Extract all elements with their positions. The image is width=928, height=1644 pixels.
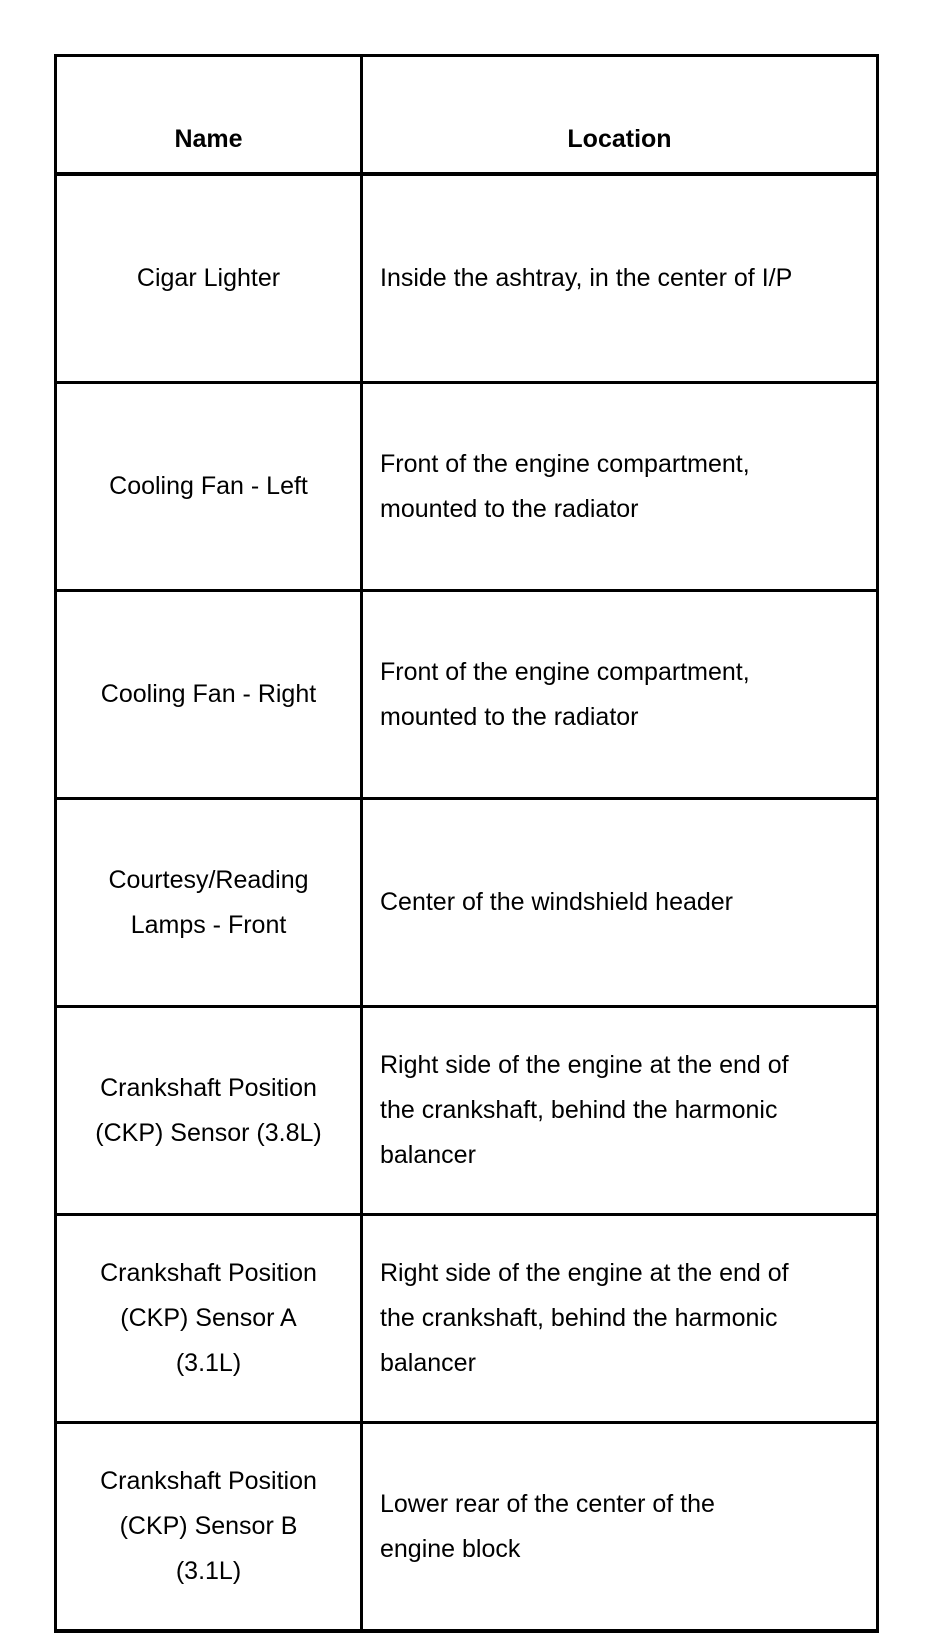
table-row xyxy=(56,383,878,591)
component-name: Crankshaft Position (CKP) Sensor B (3.1L) xyxy=(100,1467,317,1585)
table-row xyxy=(56,799,878,1007)
location-column-header: Location xyxy=(362,56,878,175)
component-location: Lower rear of the center of the engine block xyxy=(380,1489,715,1563)
component-location-cell xyxy=(362,1215,878,1423)
table-row xyxy=(56,591,878,799)
component-name: Crankshaft Position (CKP) Sensor A (3.1L) xyxy=(100,1259,317,1377)
component-name-cell xyxy=(56,799,362,1007)
component-name-cell xyxy=(56,1007,362,1215)
component-location: Inside the ashtray, in the center of I/P xyxy=(380,264,793,292)
component-name: Cooling Fan - Left xyxy=(109,472,308,500)
component-location-cell xyxy=(362,799,878,1007)
component-name-cell xyxy=(56,174,362,383)
component-name: Courtesy/Reading Lamps - Front xyxy=(108,865,309,939)
component-location: Front of the engine compartment, mounted to the radiator xyxy=(380,449,750,523)
component-name-cell xyxy=(56,591,362,799)
component-name-cell xyxy=(56,383,362,591)
component-name-cell xyxy=(56,1215,362,1423)
component-name: Cooling Fan - Right xyxy=(100,680,317,708)
component-location: Front of the engine compartment, mounted to the radiator xyxy=(380,657,750,731)
component-name: Crankshaft Position (CKP) Sensor (3.8L) xyxy=(95,1073,322,1147)
component-location-cell xyxy=(362,174,878,383)
table-row xyxy=(56,1215,878,1423)
component-location-cell xyxy=(362,383,878,591)
component-location: Right side of the engine at the end of the crankshaft, behind the harmonic balancer xyxy=(380,1259,789,1377)
table-row xyxy=(56,1423,878,1632)
table-row xyxy=(56,1007,878,1215)
table-row xyxy=(56,174,878,383)
component-locator-table xyxy=(54,54,879,1633)
name-column-header: Name xyxy=(56,56,362,175)
component-location: Right side of the engine at the end of the crankshaft, behind the harmonic balancer xyxy=(380,1051,789,1169)
component-location: Center of the windshield header xyxy=(380,888,734,916)
component-location-cell xyxy=(362,591,878,799)
component-name-cell xyxy=(56,1423,362,1632)
header-row xyxy=(56,56,878,175)
component-location-cell xyxy=(362,1007,878,1215)
component-location-cell xyxy=(362,1423,878,1632)
component-name: Cigar Lighter xyxy=(136,264,281,292)
